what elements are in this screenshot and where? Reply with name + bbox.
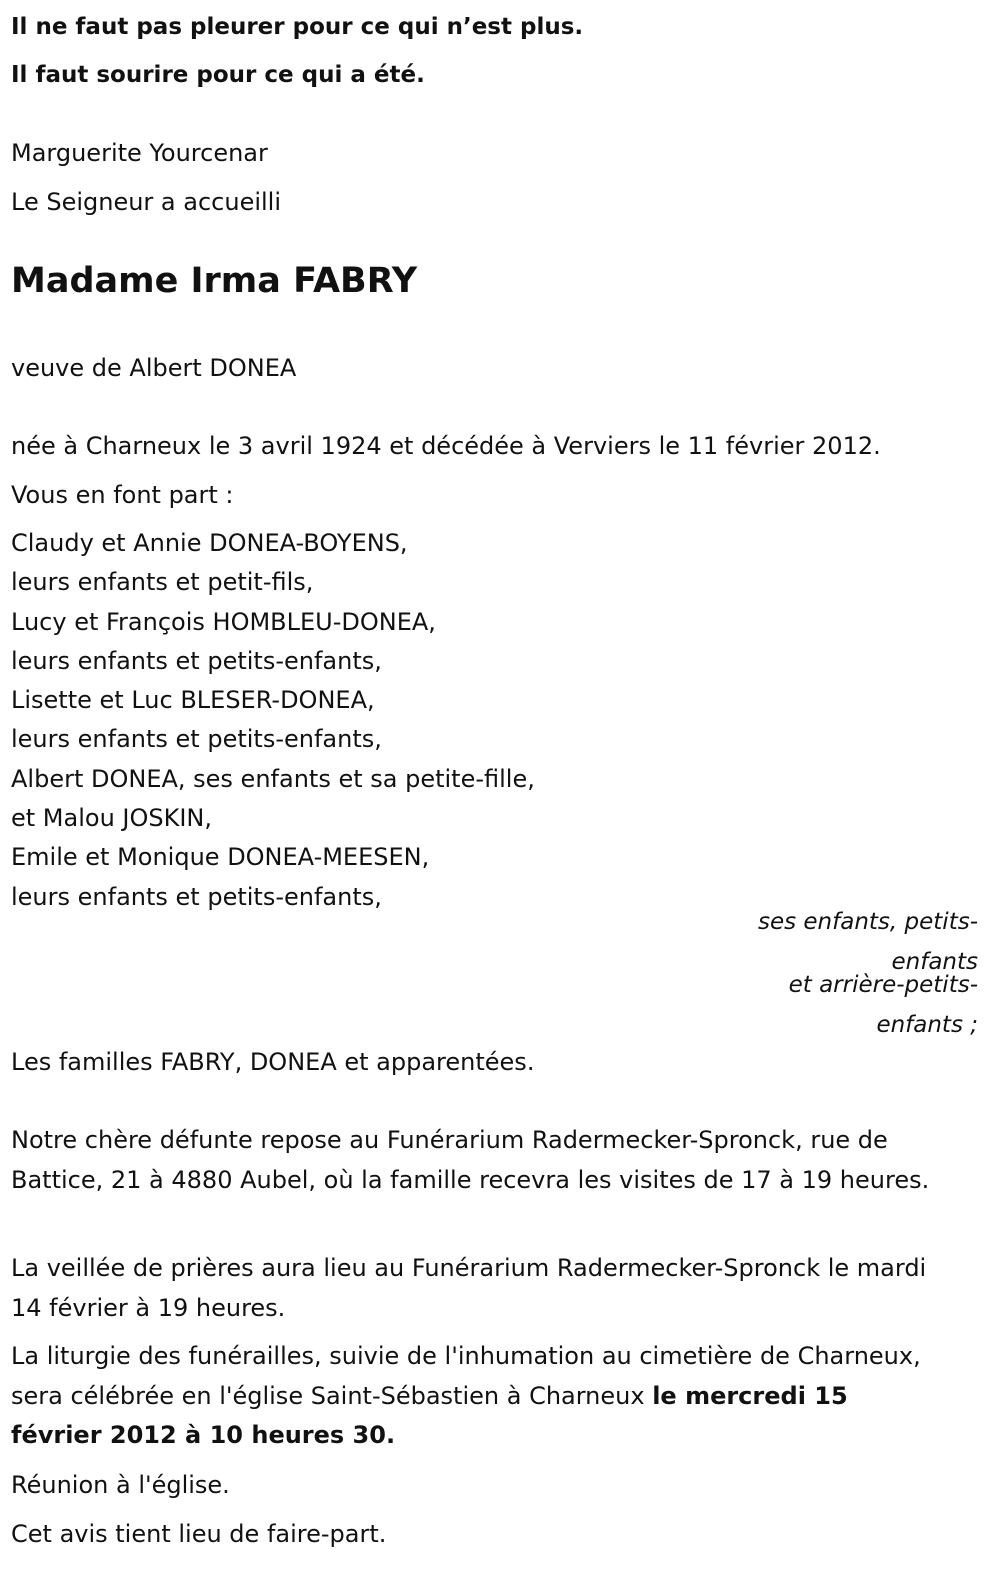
family-line: Lisette et Luc BLESER-DONEA, (11, 686, 375, 715)
veillee-paragraph: La veillée de prières aura lieu au Funérarium Radermecker-Spronck le mardi 14 février à 19 heures. (11, 1254, 927, 1322)
family-line: Emile et Monique DONEA-MEESEN, (11, 843, 430, 872)
quote-line-2: Il faut sourire pour ce qui a été. (11, 62, 425, 88)
families-text: Les familles FABRY, DONEA et apparentées. (11, 1048, 535, 1076)
liturgie-paragraph (11, 1337, 941, 1456)
family-line: Claudy et Annie DONEA-BOYENS, (11, 529, 408, 557)
family-line: leurs enfants et petit-fils, (11, 568, 314, 597)
family-line: leurs enfants et petits-enfants, (11, 725, 382, 754)
deceased-name: Madame Irma FABRY (11, 261, 418, 301)
family-line: leurs enfants et petits-enfants, (11, 882, 382, 911)
widow-of: veuve de Albert DONEA (11, 354, 297, 382)
reunion-text: Réunion à l'église. (11, 1471, 230, 1499)
announce-text: Vous en font part : (11, 481, 234, 509)
family-line: leurs enfants et petits-enfants, (11, 646, 382, 675)
faire-part-text: Cet avis tient lieu de faire-part. (11, 1520, 387, 1548)
descendants-line-1: ses enfants, petits-enfants (757, 909, 978, 975)
quote-author: Marguerite Yourcenar (11, 139, 268, 167)
quote-line-1: Il ne faut pas pleurer pour ce qui n’est plus. (11, 14, 584, 40)
liturgie-text: La liturgie des funérailles, suivie de l'inhumation au cimetière de Charneux, sera célébrée en l'église Saint-Sébastien à Charneux (11, 1342, 921, 1410)
repose-paragraph: Notre chère défunte repose au Funérarium Radermecker-Spronck, rue de Battice, 21 à 4880 Aubel, où la famille recevra les visites de 17 à 19 heures. (11, 1126, 930, 1194)
descendants-line-2: et arrière-petits-enfants ; (788, 972, 978, 1038)
family-list (11, 524, 535, 917)
liturgie-date: le mercredi 15 février 2012 à 10 heures 30. (11, 1381, 848, 1449)
intro-text: Le Seigneur a accueilli (11, 188, 282, 216)
family-line: et Malou JOSKIN, (11, 804, 213, 833)
family-line: Lucy et François HOMBLEU-DONEA, (11, 607, 436, 636)
family-line: Albert DONEA, ses enfants et sa petite-fille, (11, 764, 535, 793)
birth-death: née à Charneux le 3 avril 1924 et décédée à Verviers le 11 février 2012. (11, 432, 881, 460)
